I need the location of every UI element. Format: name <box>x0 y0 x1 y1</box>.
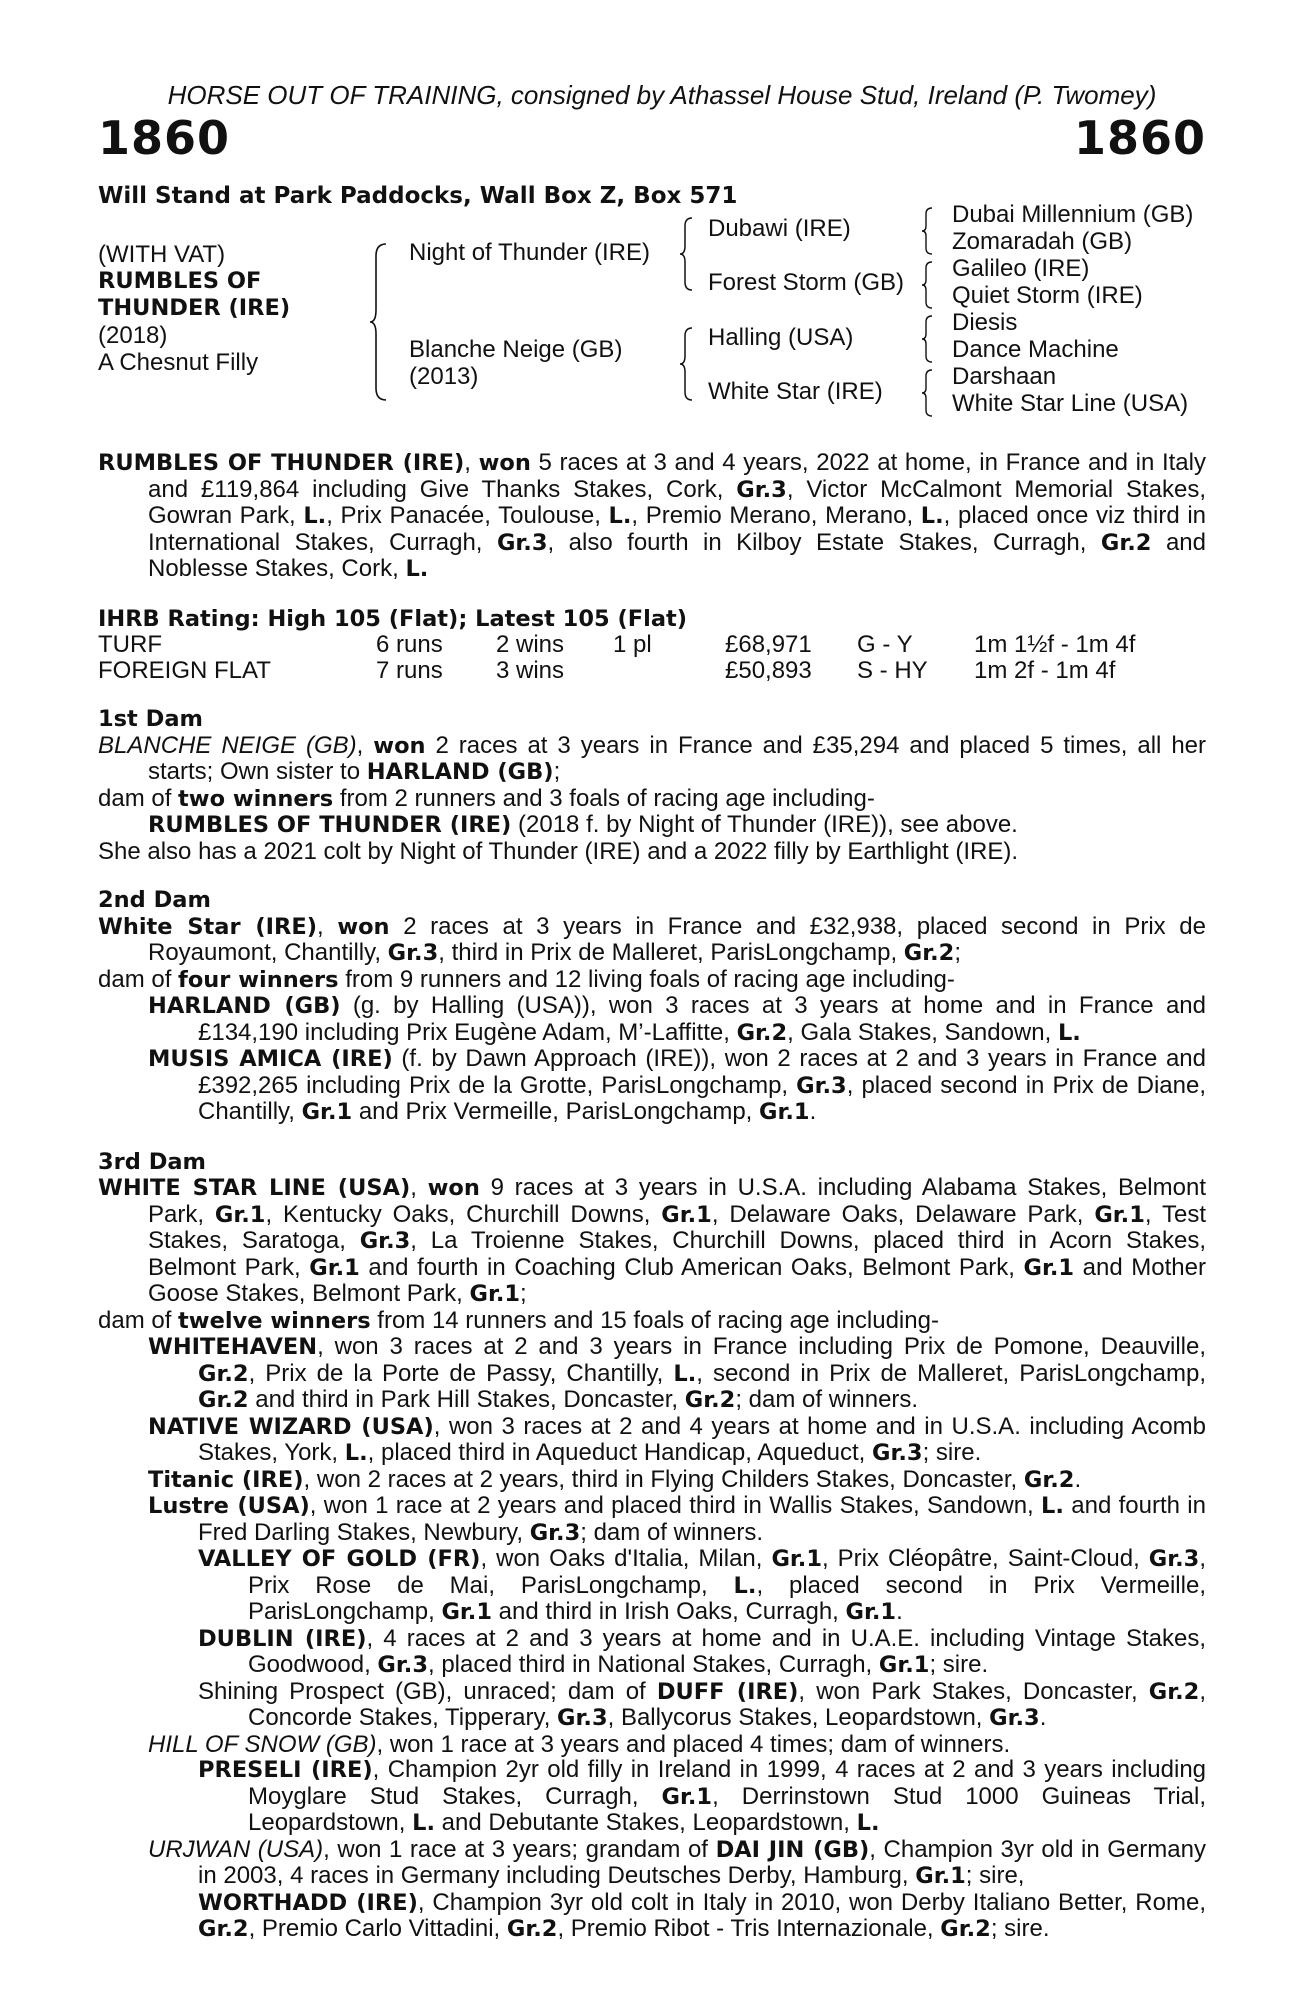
third-dam-produce-item: WHITEHAVEN, won 3 races at 2 and 3 years in France including Prix de Pomone, Deauville, Gr.2, Prix de la Porte de Passy, Chantilly, L., second in Prix de Malleret, ParisLongchamp, Gr.2 and third in Park Hill Stakes, Doncaster, Gr.2; dam of winners. <box>148 1333 1206 1413</box>
ped-sds: Galileo (IRE) <box>952 255 1090 282</box>
third-dam-section <box>98 1150 1206 1943</box>
first-dam-produce-summary: dam of two winners from 2 runners and 3 foals of racing age including- <box>98 784 875 812</box>
ped-ddd: White Star Line (USA) <box>952 390 1189 417</box>
third-dam-produce-item: Titanic (IRE), won 2 races at 2 years, third in Flying Childers Stakes, Doncaster, Gr.2. <box>148 1465 1082 1493</box>
pedigree-brace-main <box>368 242 390 402</box>
sire-dam: Forest Storm (GB) <box>708 269 905 296</box>
brace-ss <box>920 206 936 256</box>
second-dam-heading: 2nd Dam <box>98 887 211 913</box>
second-dam-produce-summary: dam of four winners from 9 runners and 12 living foals of racing age including- <box>98 965 955 993</box>
vat-note: (WITH VAT) <box>98 241 226 268</box>
sire-sire: Dubawi (IRE) <box>708 215 851 242</box>
dam-sire: Halling (USA) <box>708 324 854 351</box>
first-dam-produce: RUMBLES OF THUNDER (IRE) (2018 f. by Night of Thunder (IRE)), see above. <box>148 811 1018 838</box>
catalogue-page <box>98 80 1206 1943</box>
sire-name: Night of Thunder (IRE) <box>409 239 650 266</box>
ped-dds: Darshaan <box>952 363 1057 390</box>
dam-dam: White Star (IRE) <box>708 378 883 405</box>
horse-description: A Chesnut Filly <box>98 349 259 376</box>
ped-sss: Dubai Millennium (GB) <box>952 201 1194 228</box>
sire-brace <box>678 216 696 292</box>
lot-number-left: 1860 <box>98 111 231 165</box>
third-dam-heading: 3rd Dam <box>98 1148 206 1175</box>
ped-ssd: Zomaradah (GB) <box>952 228 1133 255</box>
third-dam-record: WHITE STAR LINE (USA), won 9 races at 3 years in U.S.A. including Alabama Stakes, Belmont Park, Gr.1, Kentucky Oaks, Churchill Downs, Gr.1, Delaware Oaks, Delaware Park, Gr.1, Test Stakes, Saratoga, Gr.3, La Troienne Stakes, Churchill Downs, placed third in Acorn Stakes, Belmont Park, Gr.1 and fourth in Coaching Club American Oaks, Belmont Park, Gr.1 and Mother Goose Stakes, Belmont Park, Gr.1; <box>98 1174 1206 1307</box>
second-dam-record: White Star (IRE), won 2 races at 3 years in France and £32,938, placed second in Prix de Royaumont, Chantilly, Gr.3, third in Prix de Malleret, ParisLongchamp, Gr.2; <box>98 912 1206 966</box>
third-dam-grandproduce-item: VALLEY OF GOLD (FR), won Oaks d'Italia, Milan, Gr.1, Prix Cléopâtre, Saint-Cloud, Gr.3, Prix Rose de Mai, ParisLongchamp, L., placed second in Prix Vermeille, ParisLongchamp, Gr.1 and third in Irish Oaks, Curragh, Gr.1. <box>198 1545 1206 1625</box>
ihrb-row: FOREIGN FLAT 7 runs 3 wins £50,893 S - HY 1m 2f - 1m 4f <box>98 656 1116 684</box>
third-dam-grandproduce-item: PRESELI (IRE), Champion 2yr old filly in Ireland in 1999, 4 races at 2 and 3 years including Moyglare Stud Stakes, Curragh, Gr.1, Derrinstown Stud 1000 Guineas Trial, Leopardstown, L. and Debutante Stakes, Leopardstown, L. <box>198 1756 1207 1836</box>
first-dam-record: BLANCHE NEIGE (GB), won 2 races at 3 years in France and £35,294 and placed 5 times, all her starts; Own sister to HARLAND (GB); <box>98 731 1207 785</box>
lot-number-right: 1860 <box>1073 111 1206 165</box>
first-dam-also: She also has a 2021 colt by Night of Thunder (IRE) and a 2022 filly by Earthlight (IRE). <box>98 837 1019 865</box>
stand-location: Will Stand at Park Paddocks, Wall Box Z, Box 571 <box>98 183 738 209</box>
dam-year: (2013) <box>409 363 479 390</box>
horse-name-line1: RUMBLES OF <box>98 268 262 294</box>
third-dam-produce-summary: dam of twelve winners from 14 runners and 15 foals of racing age including- <box>98 1306 939 1334</box>
second-dam-produce-item: MUSIS AMICA (IRE) (f. by Dawn Approach (IRE)), won 2 races at 2 and 3 years in France and £392,265 including Prix de la Grotte, ParisLongchamp, Gr.3, placed second in Prix de Diane, Chantilly, Gr.1 and Prix Vermeille, ParisLongchamp, Gr.1. <box>148 1045 1206 1125</box>
second-dam-produce-item: HARLAND (GB) (g. by Halling (USA)), won 3 races at 3 years at home and in France and £134,190 including Prix Eugène Adam, M’-Laffitte, Gr.2, Gala Stakes, Sandown, L. <box>148 992 1206 1046</box>
dam-name: Blanche Neige (GB) <box>409 336 623 363</box>
brace-ds <box>920 314 936 364</box>
second-dam-section <box>98 888 1206 1126</box>
horse-year: (2018) <box>98 322 168 349</box>
ihrb-row: TURF 6 runs 2 wins 1 pl £68,971 G - Y 1m 1½f - 1m 4f <box>98 631 1136 658</box>
brace-sd <box>920 260 936 310</box>
third-dam-grandproduce-item: DUBLIN (IRE), 4 races at 2 and 3 years at home and in U.A.E. including Vintage Stakes, Goodwood, Gr.3, placed third in National Stakes, Curragh, Gr.1; sire. <box>198 1624 1206 1678</box>
race-record: RUMBLES OF THUNDER (IRE), won 5 races at 3 and 4 years, 2022 at home, in France and in Italy and £119,864 including Give Thanks Stakes, Cork, Gr.3, Victor McCalmont Memorial Stakes, Gowran Park, L., Prix Panacée, Toulouse, L., Premio Merano, Merano, L., placed once viz third in International Stakes, Curragh, Gr.3, also fourth in Kilboy Estate Stakes, Curragh, Gr.2 and Noblesse Stakes, Cork, L. <box>98 449 1206 582</box>
third-dam-grandproduce-item: Shining Prospect (GB), unraced; dam of DUFF (IRE), won Park Stakes, Doncaster, Gr.2, Concorde Stakes, Tipperary, Gr.3, Ballycorus Stakes, Leopardstown, Gr.3. <box>198 1677 1206 1731</box>
first-dam-section <box>98 707 1206 864</box>
pedigree-table <box>98 201 1206 430</box>
ped-sdd: Quiet Storm (IRE) <box>952 282 1143 309</box>
lot-number-row <box>98 110 1206 166</box>
ped-dsd: Dance Machine <box>952 336 1119 363</box>
third-dam-produce-item: HILL OF SNOW (GB), won 1 race at 3 years and placed 4 times; dam of winners. <box>148 1730 1011 1758</box>
ihrb-section <box>98 607 1206 684</box>
third-dam-produce-item: Lustre (USA), won 1 race at 2 years and placed third in Wallis Stakes, Sandown, L. and fourth in Fred Darling Stakes, Newbury, Gr.3; dam of winners. <box>148 1492 1206 1546</box>
dam-brace <box>678 326 696 402</box>
horse-name-line2: THUNDER (IRE) <box>98 295 291 321</box>
first-dam-heading: 1st Dam <box>98 706 203 732</box>
ped-dss: Diesis <box>952 309 1018 336</box>
consignment-header: HORSE OUT OF TRAINING, consigned by Athassel House Stud, Ireland (P. Twomey) <box>167 80 1157 110</box>
brace-dd <box>920 368 936 418</box>
third-dam-produce-item: NATIVE WIZARD (USA), won 3 races at 2 and 4 years at home and in U.S.A. including Acomb Stakes, York, L., placed third in Aqueduct Handicap, Aqueduct, Gr.3; sire. <box>148 1412 1207 1466</box>
third-dam-produce-item: URJWAN (USA), won 1 race at 3 years; grandam of DAI JIN (GB), Champion 3yr old in Germany in 2003, 4 races in Germany including Deutsches Derby, Hamburg, Gr.1; sire, WORTHADD (IRE), Champion 3yr old colt in Italy in 2010, won Derby Italiano Better, Rome, Gr.2, Premio Carlo Vittadini, Gr.2, Premio Ribot - Tris Internazionale, Gr.2; sire. <box>148 1835 1206 1942</box>
ihrb-title: IHRB Rating: High 105 (Flat); Latest 105 (Flat) <box>98 605 688 632</box>
